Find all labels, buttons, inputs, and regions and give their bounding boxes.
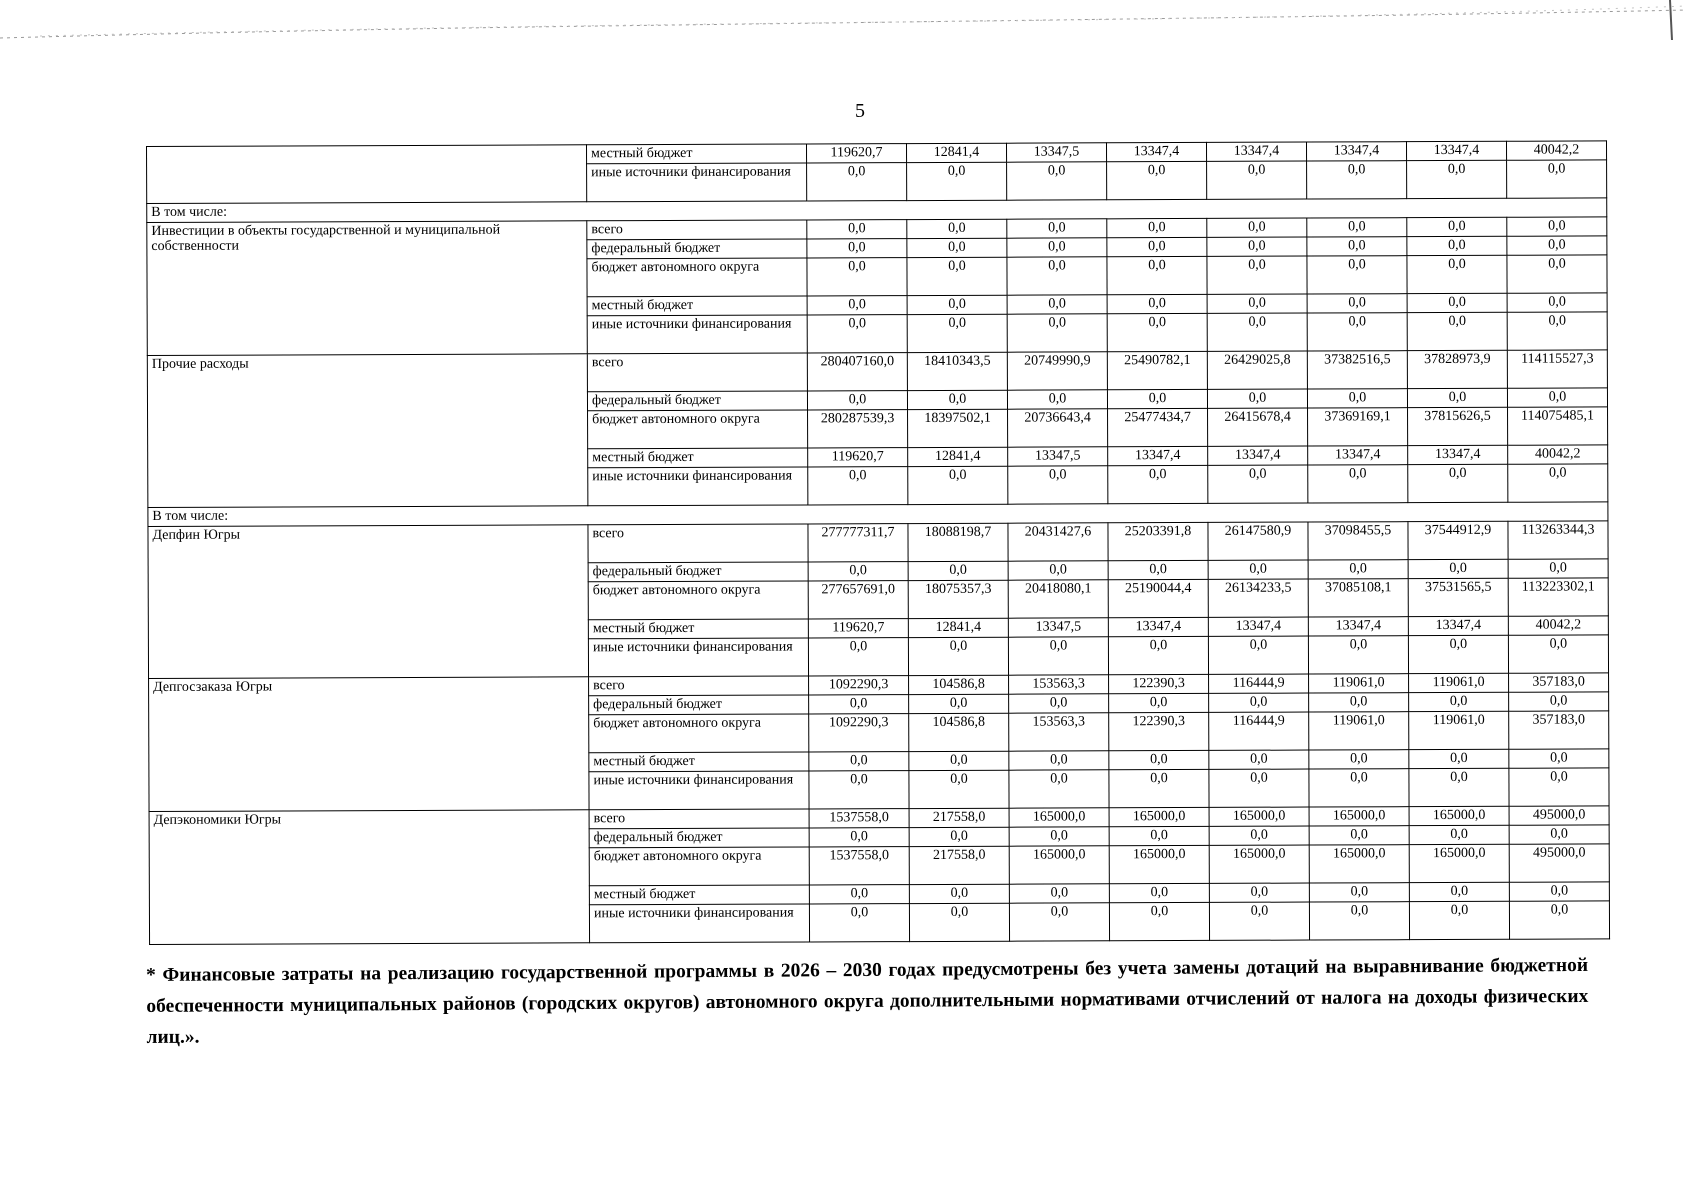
value-cell: 13347,4 bbox=[1406, 141, 1506, 160]
value-cell: 26147580,9 bbox=[1208, 522, 1308, 560]
value-cell: 37098455,5 bbox=[1308, 522, 1408, 560]
value-cell: 357183,0 bbox=[1509, 711, 1609, 749]
value-cell: 0,0 bbox=[1209, 769, 1309, 807]
value-cell: 165000,0 bbox=[1409, 806, 1509, 825]
value-cell: 119620,7 bbox=[808, 448, 908, 467]
value-cell: 0,0 bbox=[807, 296, 907, 315]
value-cell: 0,0 bbox=[1408, 635, 1508, 673]
value-cell: 0,0 bbox=[908, 466, 1008, 504]
value-cell: 0,0 bbox=[1107, 389, 1207, 408]
value-cell: 0,0 bbox=[907, 238, 1007, 257]
value-cell: 25203391,8 bbox=[1108, 522, 1208, 560]
value-cell: 37544912,9 bbox=[1408, 521, 1508, 559]
value-cell: 0,0 bbox=[1307, 313, 1407, 351]
value-cell: 0,0 bbox=[1307, 237, 1407, 256]
value-cell: 20736643,4 bbox=[1008, 409, 1108, 447]
value-cell: 1092290,3 bbox=[809, 714, 909, 752]
value-cell: 0,0 bbox=[808, 638, 908, 676]
value-cell: 217558,0 bbox=[909, 846, 1009, 884]
funding-source-cell: бюджет автономного округа bbox=[589, 714, 809, 753]
value-cell: 119620,7 bbox=[806, 144, 906, 163]
value-cell: 0,0 bbox=[1107, 313, 1207, 351]
value-cell: 37085108,1 bbox=[1308, 579, 1408, 617]
value-cell: 165000,0 bbox=[1209, 807, 1309, 826]
value-cell: 165000,0 bbox=[1309, 807, 1409, 826]
value-cell: 0,0 bbox=[1008, 466, 1108, 504]
value-cell: 114115527,3 bbox=[1507, 350, 1607, 388]
value-cell: 0,0 bbox=[1509, 768, 1609, 806]
value-cell: 13347,4 bbox=[1206, 142, 1306, 161]
value-cell: 0,0 bbox=[1009, 903, 1109, 941]
value-cell: 13347,5 bbox=[1008, 447, 1108, 466]
value-cell: 13347,4 bbox=[1306, 142, 1406, 161]
value-cell: 0,0 bbox=[1009, 751, 1109, 770]
value-cell: 122390,3 bbox=[1109, 674, 1209, 693]
value-cell: 495000,0 bbox=[1509, 844, 1609, 882]
value-cell: 1537558,0 bbox=[809, 847, 909, 885]
value-cell: 0,0 bbox=[1309, 750, 1409, 769]
value-cell: 13347,4 bbox=[1208, 446, 1308, 465]
value-cell: 13347,4 bbox=[1108, 446, 1208, 465]
value-cell: 0,0 bbox=[807, 220, 907, 239]
value-cell: 0,0 bbox=[1509, 825, 1609, 844]
value-cell: 0,0 bbox=[907, 314, 1007, 352]
value-cell: 0,0 bbox=[807, 163, 907, 201]
subheader-cell: В том числе: bbox=[147, 198, 1607, 223]
value-cell: 0,0 bbox=[907, 219, 1007, 238]
value-cell: 0,0 bbox=[1009, 694, 1109, 713]
value-cell: 165000,0 bbox=[1109, 845, 1209, 883]
value-cell: 40042,2 bbox=[1506, 141, 1606, 160]
table-row bbox=[148, 521, 1608, 565]
value-cell: 20418080,1 bbox=[1008, 580, 1108, 618]
value-cell: 165000,0 bbox=[1009, 846, 1109, 884]
value-cell: 0,0 bbox=[1307, 294, 1407, 313]
value-cell: 0,0 bbox=[1507, 217, 1607, 236]
funding-source-cell: бюджет автономного округа bbox=[587, 258, 807, 297]
value-cell: 0,0 bbox=[907, 390, 1007, 409]
subheader-cell: В том числе: bbox=[148, 502, 1608, 527]
financing-table-body bbox=[147, 141, 1610, 945]
value-cell: 0,0 bbox=[1007, 238, 1107, 257]
value-cell: 0,0 bbox=[1207, 237, 1307, 256]
value-cell: 0,0 bbox=[1207, 218, 1307, 237]
value-cell: 12841,4 bbox=[906, 143, 1006, 162]
value-cell: 0,0 bbox=[1507, 312, 1607, 350]
value-cell: 0,0 bbox=[809, 885, 909, 904]
value-cell: 0,0 bbox=[1409, 749, 1509, 768]
value-cell: 0,0 bbox=[1109, 769, 1209, 807]
value-cell: 0,0 bbox=[1507, 255, 1607, 293]
funding-source-cell: иные источники финансирования bbox=[589, 904, 809, 943]
value-cell: 119061,0 bbox=[1309, 712, 1409, 750]
value-cell: 0,0 bbox=[1209, 902, 1309, 940]
program-name-cell: Прочие расходы bbox=[147, 354, 588, 508]
value-cell: 0,0 bbox=[1307, 161, 1407, 199]
value-cell: 0,0 bbox=[1209, 693, 1309, 712]
value-cell: 280407160,0 bbox=[807, 353, 907, 391]
value-cell: 114075485,1 bbox=[1508, 407, 1608, 445]
value-cell: 0,0 bbox=[1108, 465, 1208, 503]
value-cell: 119061,0 bbox=[1309, 674, 1409, 693]
funding-source-cell: всего bbox=[589, 676, 809, 696]
value-cell: 0,0 bbox=[908, 561, 1008, 580]
funding-source-cell: всего bbox=[588, 524, 808, 563]
value-cell: 0,0 bbox=[1207, 161, 1307, 199]
value-cell: 0,0 bbox=[909, 770, 1009, 808]
funding-source-cell: местный бюджет bbox=[588, 448, 808, 468]
value-cell: 13347,4 bbox=[1308, 617, 1408, 636]
value-cell: 0,0 bbox=[1107, 161, 1207, 199]
funding-source-cell: бюджет автономного округа bbox=[588, 581, 808, 620]
value-cell: 0,0 bbox=[907, 257, 1007, 295]
value-cell: 153563,3 bbox=[1009, 675, 1109, 694]
funding-source-cell: федеральный бюджет bbox=[587, 239, 807, 259]
page-number: 5 bbox=[855, 100, 865, 122]
value-cell: 0,0 bbox=[1407, 293, 1507, 312]
value-cell: 277777311,7 bbox=[808, 524, 908, 562]
value-cell: 1537558,0 bbox=[809, 809, 909, 828]
value-cell: 0,0 bbox=[809, 904, 909, 942]
value-cell: 0,0 bbox=[1008, 561, 1108, 580]
value-cell: 13347,4 bbox=[1308, 446, 1408, 465]
value-cell: 13347,4 bbox=[1408, 445, 1508, 464]
value-cell: 0,0 bbox=[1109, 826, 1209, 845]
value-cell: 0,0 bbox=[1007, 295, 1107, 314]
value-cell: 37531565,5 bbox=[1408, 578, 1508, 616]
value-cell: 37382516,5 bbox=[1307, 351, 1407, 389]
value-cell: 0,0 bbox=[1409, 768, 1509, 806]
value-cell: 0,0 bbox=[807, 315, 907, 353]
value-cell: 165000,0 bbox=[1209, 845, 1309, 883]
value-cell: 0,0 bbox=[809, 752, 909, 771]
value-cell: 119061,0 bbox=[1409, 711, 1509, 749]
value-cell: 0,0 bbox=[909, 694, 1009, 713]
funding-source-cell: местный бюджет bbox=[589, 752, 809, 772]
program-name-cell: Инвестиции в объекты государственной и муниципальной собственности bbox=[147, 221, 588, 356]
value-cell: 0,0 bbox=[1407, 217, 1507, 236]
funding-source-cell: местный бюджет bbox=[586, 144, 806, 164]
value-cell: 0,0 bbox=[1409, 882, 1509, 901]
value-cell: 113263344,3 bbox=[1508, 521, 1608, 559]
value-cell: 0,0 bbox=[1407, 160, 1507, 198]
value-cell: 0,0 bbox=[1309, 693, 1409, 712]
value-cell: 0,0 bbox=[909, 827, 1009, 846]
value-cell: 217558,0 bbox=[909, 808, 1009, 827]
funding-source-cell: федеральный бюджет bbox=[589, 695, 809, 715]
value-cell: 0,0 bbox=[1408, 464, 1508, 502]
value-cell: 0,0 bbox=[1509, 882, 1609, 901]
value-cell: 0,0 bbox=[1208, 636, 1308, 674]
funding-source-cell: местный бюджет bbox=[589, 885, 809, 905]
value-cell: 119061,0 bbox=[1409, 673, 1509, 692]
value-cell: 165000,0 bbox=[1109, 807, 1209, 826]
value-cell: 13347,5 bbox=[1006, 143, 1106, 162]
funding-source-cell: всего bbox=[589, 809, 809, 829]
value-cell: 277657691,0 bbox=[808, 581, 908, 619]
funding-source-cell: федеральный бюджет bbox=[587, 391, 807, 411]
value-cell: 0,0 bbox=[1407, 312, 1507, 350]
value-cell: 18397502,1 bbox=[908, 409, 1008, 447]
value-cell: 0,0 bbox=[909, 884, 1009, 903]
financing-table bbox=[146, 140, 1610, 945]
value-cell: 165000,0 bbox=[1409, 844, 1509, 882]
value-cell: 0,0 bbox=[1107, 237, 1207, 256]
value-cell: 40042,2 bbox=[1508, 616, 1608, 635]
value-cell: 104586,8 bbox=[909, 675, 1009, 694]
value-cell: 18088198,7 bbox=[908, 523, 1008, 561]
value-cell: 18410343,5 bbox=[907, 352, 1007, 390]
value-cell: 0,0 bbox=[1208, 465, 1308, 503]
value-cell: 0,0 bbox=[1509, 901, 1609, 939]
value-cell: 0,0 bbox=[1007, 390, 1107, 409]
value-cell: 0,0 bbox=[1507, 293, 1607, 312]
value-cell: 37815626,5 bbox=[1408, 407, 1508, 445]
value-cell: 13347,5 bbox=[1008, 618, 1108, 637]
value-cell: 37369169,1 bbox=[1308, 408, 1408, 446]
value-cell: 0,0 bbox=[807, 258, 907, 296]
value-cell: 0,0 bbox=[1007, 314, 1107, 352]
value-cell: 37828973,9 bbox=[1407, 350, 1507, 388]
value-cell: 119620,7 bbox=[808, 619, 908, 638]
value-cell: 18075357,3 bbox=[908, 580, 1008, 618]
value-cell: 0,0 bbox=[808, 562, 908, 581]
value-cell: 20431427,6 bbox=[1008, 523, 1108, 561]
value-cell: 165000,0 bbox=[1309, 845, 1409, 883]
value-cell: 0,0 bbox=[907, 295, 1007, 314]
value-cell: 0,0 bbox=[1509, 749, 1609, 768]
value-cell: 0,0 bbox=[809, 695, 909, 714]
value-cell: 116444,9 bbox=[1209, 712, 1309, 750]
funding-source-cell: федеральный бюджет bbox=[588, 562, 808, 582]
funding-source-cell: иные источники финансирования bbox=[588, 638, 808, 677]
value-cell: 0,0 bbox=[1009, 827, 1109, 846]
value-cell: 12841,4 bbox=[908, 447, 1008, 466]
value-cell: 0,0 bbox=[909, 751, 1009, 770]
value-cell: 0,0 bbox=[1007, 162, 1107, 200]
value-cell: 165000,0 bbox=[1009, 808, 1109, 827]
value-cell: 0,0 bbox=[1409, 901, 1509, 939]
value-cell: 0,0 bbox=[1109, 883, 1209, 902]
value-cell: 40042,2 bbox=[1508, 445, 1608, 464]
value-cell: 25477434,7 bbox=[1108, 408, 1208, 446]
value-cell: 26415678,4 bbox=[1208, 408, 1308, 446]
value-cell: 0,0 bbox=[1407, 236, 1507, 255]
value-cell: 0,0 bbox=[809, 771, 909, 809]
value-cell: 0,0 bbox=[1107, 218, 1207, 237]
value-cell: 0,0 bbox=[1207, 294, 1307, 313]
value-cell: 0,0 bbox=[1409, 692, 1509, 711]
value-cell: 0,0 bbox=[1309, 826, 1409, 845]
value-cell: 0,0 bbox=[1207, 256, 1307, 294]
value-cell: 104586,8 bbox=[909, 713, 1009, 751]
value-cell: 13347,4 bbox=[1408, 616, 1508, 635]
value-cell: 0,0 bbox=[1308, 560, 1408, 579]
value-cell: 0,0 bbox=[1208, 560, 1308, 579]
funding-source-cell: местный бюджет bbox=[588, 619, 808, 639]
value-cell: 0,0 bbox=[1509, 692, 1609, 711]
funding-source-cell: иные источники финансирования bbox=[588, 467, 808, 506]
value-cell: 0,0 bbox=[1209, 883, 1309, 902]
value-cell: 116444,9 bbox=[1209, 674, 1309, 693]
value-cell: 13347,4 bbox=[1106, 142, 1206, 161]
value-cell: 357183,0 bbox=[1509, 673, 1609, 692]
value-cell: 0,0 bbox=[1407, 388, 1507, 407]
value-cell: 0,0 bbox=[1007, 219, 1107, 238]
value-cell: 0,0 bbox=[1508, 464, 1608, 502]
value-cell: 0,0 bbox=[1309, 769, 1409, 807]
value-cell: 0,0 bbox=[1007, 257, 1107, 295]
value-cell: 280287539,3 bbox=[808, 410, 908, 448]
value-cell: 0,0 bbox=[1109, 750, 1209, 769]
value-cell: 0,0 bbox=[1507, 236, 1607, 255]
scan-edge-noise bbox=[0, 0, 1686, 40]
funding-source-cell: федеральный бюджет bbox=[589, 828, 809, 848]
value-cell: 12841,4 bbox=[908, 618, 1008, 637]
value-cell: 0,0 bbox=[1209, 750, 1309, 769]
value-cell: 0,0 bbox=[907, 162, 1007, 200]
program-name-cell: Депгосзаказа Югры bbox=[149, 677, 590, 812]
value-cell: 0,0 bbox=[1109, 693, 1209, 712]
value-cell: 20749990,9 bbox=[1007, 352, 1107, 390]
value-cell: 0,0 bbox=[1507, 160, 1607, 198]
value-cell: 0,0 bbox=[809, 828, 909, 847]
funding-source-cell: иные источники финансирования bbox=[587, 315, 807, 354]
value-cell: 0,0 bbox=[1409, 825, 1509, 844]
value-cell: 153563,3 bbox=[1009, 713, 1109, 751]
value-cell: 0,0 bbox=[1309, 883, 1409, 902]
value-cell: 0,0 bbox=[1309, 902, 1409, 940]
value-cell: 0,0 bbox=[1508, 559, 1608, 578]
funding-source-cell: местный бюджет bbox=[587, 296, 807, 316]
value-cell: 0,0 bbox=[1009, 884, 1109, 903]
value-cell: 0,0 bbox=[1209, 826, 1309, 845]
value-cell: 0,0 bbox=[1508, 635, 1608, 673]
value-cell: 1092290,3 bbox=[809, 676, 909, 695]
value-cell: 495000,0 bbox=[1509, 806, 1609, 825]
value-cell: 0,0 bbox=[1108, 636, 1208, 674]
value-cell: 0,0 bbox=[1308, 465, 1408, 503]
value-cell: 0,0 bbox=[1507, 388, 1607, 407]
value-cell: 0,0 bbox=[1207, 313, 1307, 351]
funding-source-cell: всего bbox=[587, 353, 807, 392]
funding-source-cell: иные источники финансирования bbox=[589, 771, 809, 810]
program-name-cell: Депфин Югры bbox=[148, 525, 589, 679]
value-cell: 0,0 bbox=[1408, 559, 1508, 578]
value-cell: 25190044,4 bbox=[1108, 579, 1208, 617]
program-name-cell bbox=[147, 145, 587, 204]
value-cell: 13347,4 bbox=[1108, 617, 1208, 636]
funding-source-cell: бюджет автономного округа bbox=[588, 410, 808, 449]
value-cell: 0,0 bbox=[1307, 256, 1407, 294]
funding-source-cell: иные источники финансирования bbox=[587, 163, 807, 202]
value-cell: 0,0 bbox=[1107, 294, 1207, 313]
program-name-cell: Депэкономики Югры bbox=[149, 810, 590, 945]
value-cell: 113223302,1 bbox=[1508, 578, 1608, 616]
table-row bbox=[147, 350, 1607, 394]
funding-source-cell: бюджет автономного округа bbox=[589, 847, 809, 886]
value-cell: 0,0 bbox=[1308, 636, 1408, 674]
value-cell: 122390,3 bbox=[1109, 712, 1209, 750]
funding-source-cell: всего bbox=[587, 220, 807, 240]
value-cell: 0,0 bbox=[1109, 902, 1209, 940]
value-cell: 0,0 bbox=[1307, 218, 1407, 237]
value-cell: 13347,4 bbox=[1208, 617, 1308, 636]
footnote: * Финансовые затраты на реализацию государственной программы в 2026 – 2030 годах предусмотрены без учета замены дотаций на выравнивание бюджетной обеспеченности муниципальных районов (городских округов) автономного округа дополнительными нормативами отчислений от налога на доходы физических лиц.». bbox=[146, 954, 1589, 1048]
value-cell: 0,0 bbox=[1407, 255, 1507, 293]
value-cell: 26134233,5 bbox=[1208, 579, 1308, 617]
value-cell: 0,0 bbox=[1008, 637, 1108, 675]
value-cell: 0,0 bbox=[1307, 389, 1407, 408]
value-cell: 0,0 bbox=[807, 239, 907, 258]
value-cell: 0,0 bbox=[1009, 770, 1109, 808]
value-cell: 0,0 bbox=[909, 903, 1009, 941]
value-cell: 0,0 bbox=[1107, 256, 1207, 294]
value-cell: 26429025,8 bbox=[1207, 351, 1307, 389]
value-cell: 0,0 bbox=[808, 467, 908, 505]
value-cell: 0,0 bbox=[807, 391, 907, 410]
value-cell: 0,0 bbox=[1108, 560, 1208, 579]
value-cell: 0,0 bbox=[908, 637, 1008, 675]
value-cell: 0,0 bbox=[1207, 389, 1307, 408]
value-cell: 25490782,1 bbox=[1107, 351, 1207, 389]
